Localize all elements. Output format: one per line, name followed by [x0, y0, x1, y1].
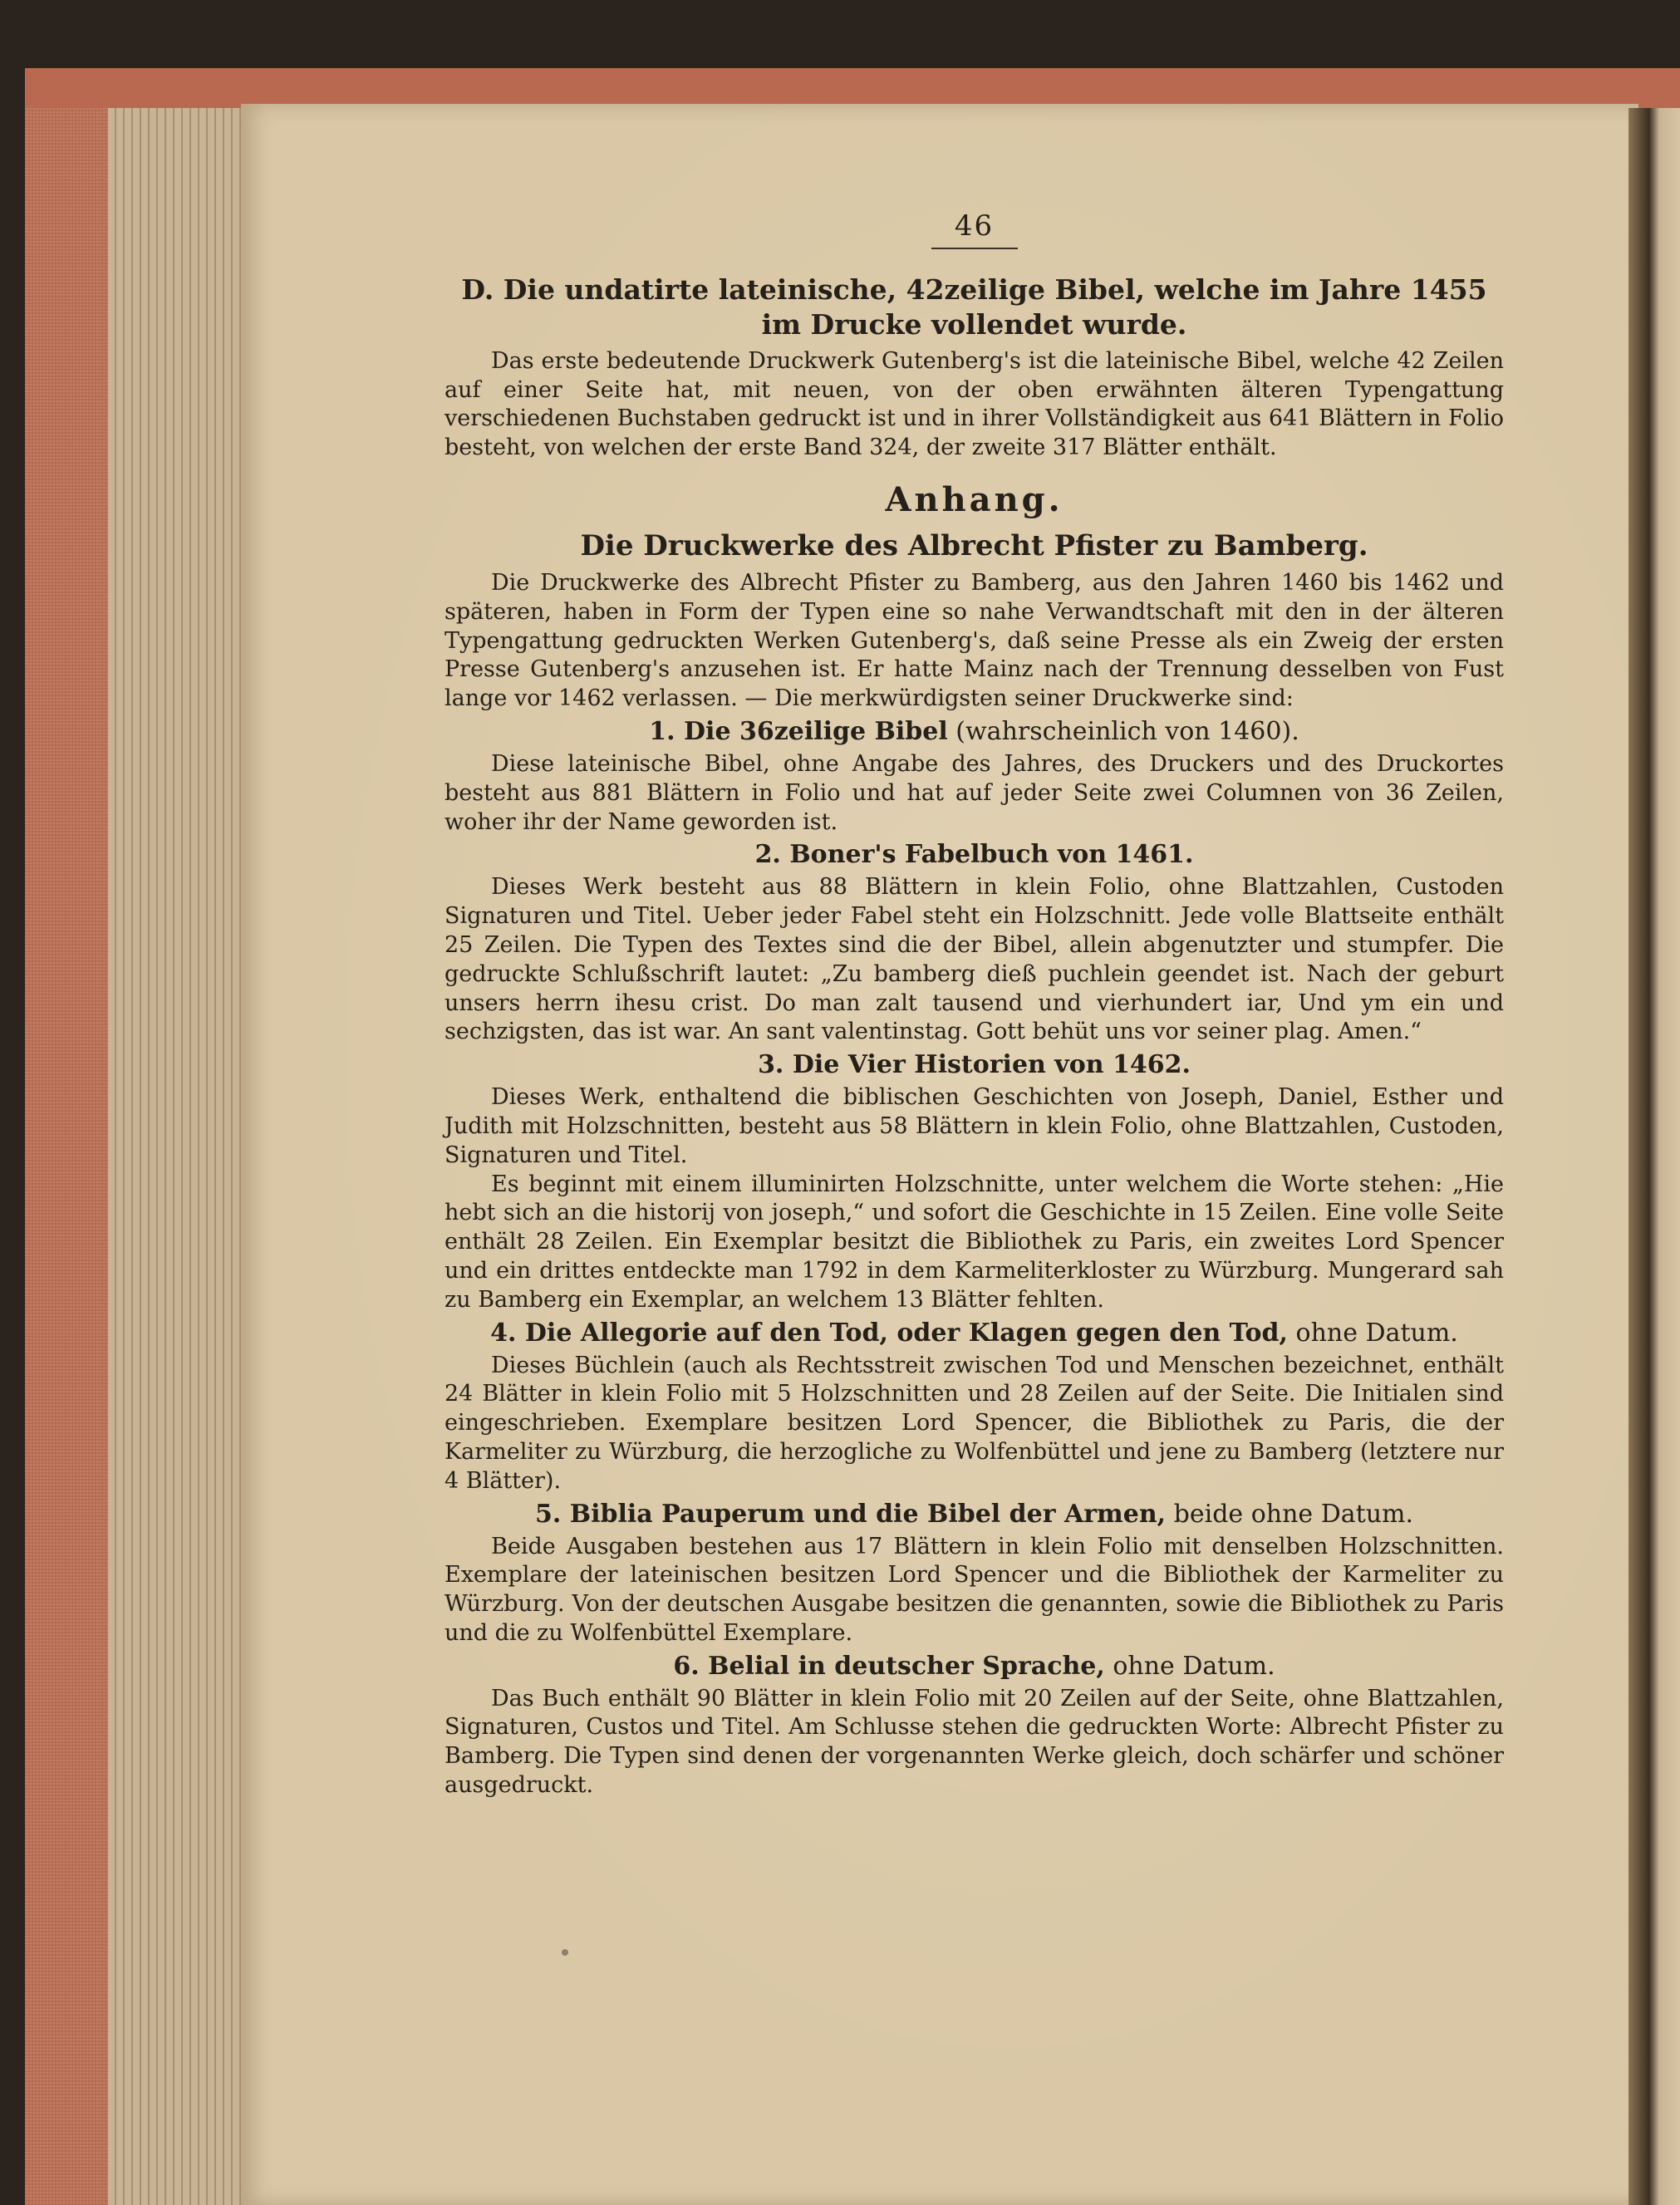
- item-1-title: [445, 715, 1504, 749]
- anhang-intro: Die Druckwerke des Albrecht Pfister zu Bamberg, aus den Jahren 1460 bis 1462 und späteren, haben in Form der Typen eine so nahe Verwandtschaft mit den in der älteren Typengattung gedruckten Werken Gutenberg's, daß seine Presse als ein Zweig der ersten Presse Gutenberg's anzusehen ist. Er hatte Mainz nach der Trennung desselben von Fust lange vor 1462 verlassen. — Die merkwürdigsten seiner Druckwerke sind:: [445, 569, 1504, 712]
- item-5-title-main: 5. Biblia Pauperum und die Bibel der Armen,: [534, 1499, 1167, 1529]
- item-5-title-note: beide ohne Datum.: [1166, 1499, 1414, 1529]
- page-text: [445, 209, 1504, 1800]
- item-2-paragraph: Dieses Werk besteht aus 88 Blättern in klein Folio, ohne Blattzahlen, Custoden Signaturen und Titel. Ueber jeder Fabel steht ein Holzschnitt. Jede volle Blattseite enthält 25 Zeilen. Die Typen des Textes sind die der Bibel, allein abgenutzter und stumpfer. Die gedruckte Schlußschrift lautet: „Zu bamberg dieß puchlein geendet ist. Nach der geburt unsers herrn ihesu crist. Do man zalt tausend und vierhundert iar, Und ym ein und sechzigsten, das ist war. An sant valentinstag. Gott behüt uns vor seiner plag. Amen.“: [445, 874, 1504, 1045]
- item-3-paragraph-2: Es beginnt mit einem illuminirten Holzschnitte, unter welchem die Worte stehen: „Hie hebt sich an die historij von joseph,“ und sofort die Geschichte in 15 Zeilen. Eine volle Seite enthält 28 Zeilen. Ein Exemplar besitzt die Bibliothek zu Paris, ein zweites Lord Spencer und ein drittes entdeckte man 1792 in dem Karmeliterkloster zu Würzburg. Mungerard sah zu Bamberg ein Exemplar, an welchem 13 Blätter fehlten.: [445, 1171, 1504, 1313]
- item-1-paragraph: Diese lateinische Bibel, ohne Angabe des Jahres, des Druckers und des Druckortes besteht aus 881 Blättern in Folio und hat auf jeder Seite zwei Columnen von 36 Zeilen, woher ihr der Name geworden ist.: [445, 750, 1504, 835]
- item-5-paragraph: Beide Ausgaben bestehen aus 17 Blättern in klein Folio mit denselben Holzschnitten. Exemplare der lateinischen besitzen Lord Spencer und die Bibliothek der Karmeliter zu Würzburg. Von der deutschen Ausgabe besitzen die genannten, sowie die Bibliothek zu Paris und die zu Wolfenbüttel Exemplare.: [445, 1533, 1504, 1646]
- item-6-paragraph: Das Buch enthält 90 Blätter in klein Folio mit 20 Zeilen auf der Seite, ohne Blattzahlen, Signaturen, Custos und Titel. Am Schlusse stehen die gedruckten Worte: Albrecht Pfister zu Bamberg. Die Typen sind denen der vorgenannten Werke gleich, doch schärfer und schöner ausgedruckt.: [445, 1685, 1504, 1799]
- item-6-title-main: 6. Belial in deutscher Sprache,: [673, 1651, 1105, 1681]
- page-number-rule: [931, 248, 1018, 249]
- item-1-title-main: 1. Die 36zeilige Bibel: [649, 716, 948, 746]
- section-d-title: D. Die undatirte lateinische, 42zeilige Bibel, welche im Jahre 1455 im Drucke vollendet wurde.: [461, 273, 1487, 341]
- item-5-title: [445, 1498, 1504, 1531]
- item-2-title: [445, 838, 1504, 872]
- anhang-title: Anhang.: [885, 479, 1064, 519]
- item-2-title-main: 2. Boner's Fabelbuch von 1461.: [754, 840, 1194, 870]
- item-4-paragraph: Dieses Büchlein (auch als Rechtsstreit zwischen Tod und Menschen bezeichnet, enthält 24 Blätter in klein Folio mit 5 Holzschnitten und 28 Zeilen auf der Seite. Die Initialen sind eingeschrieben. Exemplare besitzen Lord Spencer, die Bibliothek zu Paris, die der Karmeliter zu Würzburg, die herzogliche zu Wolfenbüttel und jene zu Bamberg (letztere nur 4 Blätter).: [445, 1352, 1504, 1494]
- section-d-body: Das erste bedeutende Druckwerk Gutenberg's ist die lateinische Bibel, welche 42 Zeilen auf einer Seite hat, mit neuen, von der oben erwähnten älteren Typengattung verschiedenen Buchstaben gedruckt ist und in ihrer Vollständigkeit aus 641 Blättern in Folio besteht, von welchen der erste Band 324, der zweite 317 Blätter enthält.: [445, 347, 1504, 461]
- item-4-title: [445, 1317, 1504, 1350]
- item-1-title-note: (wahrscheinlich von 1460).: [947, 716, 1299, 746]
- page-speck: [562, 1949, 568, 1956]
- item-3-title-main: 3. Die Vier Historien von 1462.: [758, 1050, 1191, 1080]
- page-number: 46: [954, 209, 995, 243]
- item-6-title-note: ohne Datum.: [1104, 1651, 1275, 1681]
- item-3-title: [445, 1048, 1504, 1082]
- page-block-edges: [108, 108, 249, 2205]
- item-6-title: [445, 1650, 1504, 1683]
- item-3-paragraph-1: Dieses Werk, enthaltend die biblischen Geschichten von Joseph, Daniel, Esther und Judith mit Holzschnitten, besteht aus 58 Blättern in klein Folio, ohne Blattzahlen, Custoden, Signaturen und Titel.: [445, 1084, 1504, 1168]
- cover-top-edge: [25, 68, 1680, 108]
- book-gutter: [1628, 108, 1680, 2205]
- item-4-title-note: ohne Datum.: [1287, 1318, 1458, 1348]
- item-4-title-main: 4. Die Allegorie auf den Tod, oder Klagen gegen den Tod,: [490, 1318, 1288, 1348]
- anhang-subtitle: Die Druckwerke des Albrecht Pfister zu Bamberg.: [580, 528, 1368, 562]
